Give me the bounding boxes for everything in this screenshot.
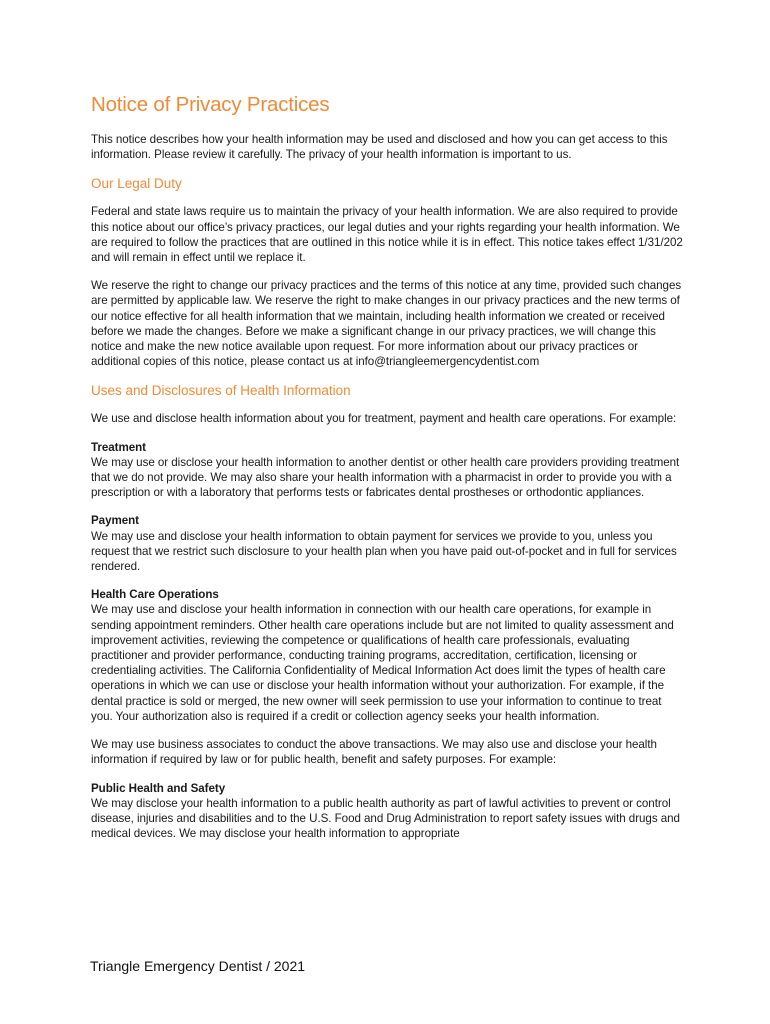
subheading-public-health-safety: Public Health and Safety (91, 781, 226, 795)
subheading-health-care-operations: Health Care Operations (91, 588, 219, 602)
payment-paragraph: We may use and disclose your health information to obtain payment for services we provide to you, unless you request that we restrict such disclosure to your health plan when you have paid out-of-pocket and in full for services rendered. (91, 529, 677, 574)
section-heading-legal-duty: Our Legal Duty (91, 176, 182, 192)
subheading-payment: Payment (91, 514, 139, 528)
subheading-treatment: Treatment (91, 440, 146, 454)
section-heading-uses: Uses and Disclosures of Health Information (91, 383, 351, 399)
business-associates-paragraph: We may use business associates to conduct the above transactions. We may also use and disclose your health information if required by law or for public health, benefit and safety purposes. For example: (91, 738, 657, 767)
operations-paragraph: We may use and disclose your health information in connection with our health care operations, for example in sending appointment reminders. Other health care operations include but are not limited to quality assessment and improvement activities, reviewing the competence or qualifications of health care professionals, evaluating practitioner and provider performance, conducting training programs, accreditation, certification, licensing or credentialing activities. The California Confidentiality of Medical Information Act does limit the types of health care operations in which we can use or disclose your health information without your authorization. For example, if the dental practice is sold or merged, the new owner will seek permission to use your information to continue to treat you. Your authorization also is required if a credit or collection agency seeks your health information. (91, 603, 674, 723)
uses-intro-paragraph: We use and disclose health information about you for treatment, payment and health care operations. For example: (91, 412, 677, 426)
page-footer: Triangle Emergency Dentist / 2021 (90, 958, 306, 974)
document-body (91, 92, 683, 841)
legal-duty-paragraph-1: Federal and state laws require us to maintain the privacy of your health information. We are also required to provide this notice about our office’s privacy practices, our legal duties and your rights regarding your health information. We are required to follow the practices that are outlined in this notice while it is in effect. This notice takes effect 1/31/202 and will remain in effect until we replace it. (91, 205, 683, 265)
legal-duty-paragraph-2: We reserve the right to change our privacy practices and the terms of this notice at any time, provided such changes are permitted by applicable law. We reserve the right to make changes in our privacy practices and the new terms of our notice effective for all health information that we maintain, including health information we created or received before we made the changes. Before we make a significant change in our privacy practices, we will change this notice and make the new notice available upon request. For more information about our privacy practices or additional copies of this notice, please contact us at info@triangleemergencydentist.com (91, 279, 682, 369)
public-health-paragraph: We may disclose your health information to a public health authority as part of lawful activities to prevent or control disease, injuries and disabilities and to the U.S. Food and Drug Administration to report safety issues with drugs and medical devices. We may disclose your health information to appropriate (91, 796, 680, 841)
treatment-paragraph: We may use or disclose your health information to another dentist or other health care providers providing treatment that we do not provide. We may also share your health information with a pharmacist in order to provide you with a prescription or with a laboratory that performs tests or fabricates dental prostheses or orthodontic appliances. (91, 455, 680, 500)
page-title: Notice of Privacy Practices (91, 93, 330, 116)
intro-paragraph: This notice describes how your health information may be used and disclosed and how you can get access to this information. Please review it carefully. The privacy of your health information is important to us. (91, 133, 668, 162)
